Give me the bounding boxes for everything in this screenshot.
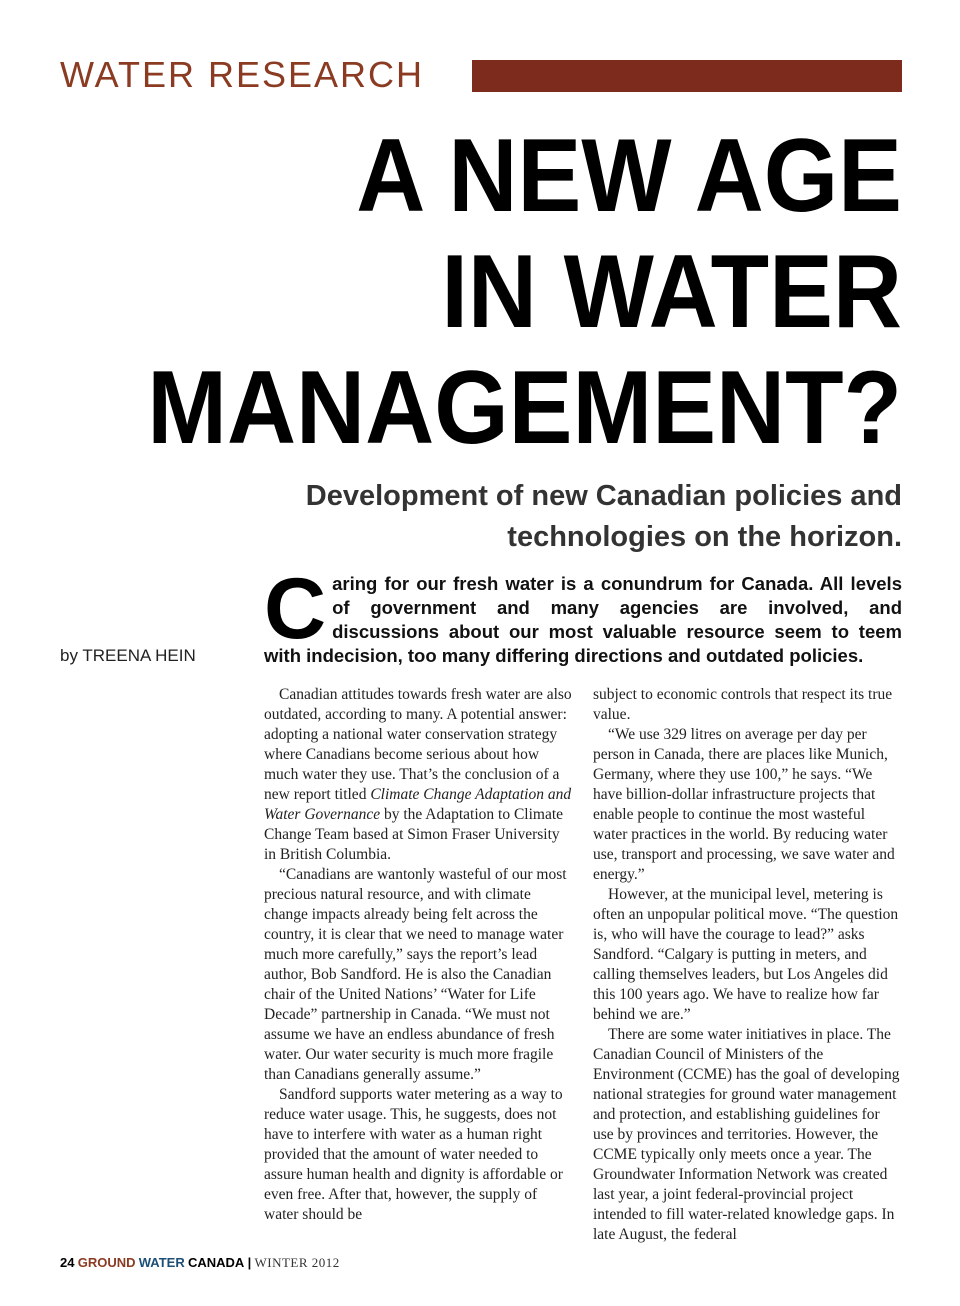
page-footer: [60, 1255, 340, 1271]
body-column-right: [593, 685, 903, 1245]
footer-separator: |: [247, 1255, 252, 1270]
body-paragraph: “We use 329 litres on average per day per person in Canada, there are places like Munich, Germany, where they use 100,” he says. “We have billion-dollar infrastructure projects that enable people to continue the most wasteful water practices in the world. By reducing water use, transport and processing, we save water and energy.”: [593, 726, 895, 883]
headline-line: IN WATER: [441, 234, 902, 350]
publication-name-water: WATER: [138, 1255, 185, 1270]
subheadline: [182, 476, 902, 558]
body-paragraph: There are some water initiatives in place. The Canadian Council of Ministers of the Environment (CCME) has the goal of developing national strategies for ground water management and protection, and establishing guidelines for use by provinces and territories. However, the CCME typically only meets once a year. The Groundwater Information Network was created last year, a joint federal-provincial project intended to fill water-related knowledge gaps. In late August, the federal: [593, 1026, 900, 1243]
drop-cap: C: [264, 561, 327, 657]
issue-date: WINTER 2012: [254, 1255, 340, 1270]
publication-name-ground: GROUND: [77, 1255, 136, 1270]
headline: [111, 118, 902, 466]
lede-paragraph: [264, 561, 902, 668]
section-accent-bar: [472, 60, 902, 92]
byline: by TREENA HEIN: [60, 646, 196, 665]
section-label: WATER RESEARCH: [60, 54, 425, 95]
publication-name-canada: CANADA: [187, 1255, 245, 1270]
body-paragraph: “Canadians are wantonly wasteful of our most precious natural resource, and with climate change impacts already being felt across the country, it is clear that we need to manage water much more carefully,” says the report’s lead author, Bob Sandford. He is also the Canadian chair of the United Nations’ “Water for Life Decade” partnership in Canada. “We must not assume we have an endless abundance of fresh water. Our water security is much more fragile than Canadians generally assume.”: [264, 866, 567, 1083]
body-paragraph: However, at the municipal level, metering is often an unpopular political move. “The question is, who will have the courage to lead?” asks Sandford. “Calgary is putting in meters, and calling themselves leaders, but Los Angeles did this 100 years ago. We have to realize how far behind we are.”: [593, 886, 899, 1023]
headline-line: MANAGEMENT?: [147, 350, 902, 466]
body-paragraph: Canadian attitudes towards fresh water are also outdated, according to many. A potential answer: adopting a national water conservation strategy where Canadians become serious about how much water they use. That’s the conclusion of a new report titled Climate Change Adaptation and Water Governance by the Adaptation to Climate Change Team based at Simon Fraser University in British Columbia.: [264, 686, 572, 863]
lede-text: aring for our fresh water is a conundrum for Canada. All levels of government and many agencies are involved, and discussions about our most valuable resource seem to teem with indecision, too many differing directions and outdated policies.: [264, 573, 902, 666]
headline-line: A NEW AGE: [356, 118, 903, 234]
body-paragraph: subject to economic controls that respect its true value.: [593, 686, 893, 723]
body-column-left: [264, 685, 574, 1225]
subheadline-line: Development of new Canadian policies and: [305, 480, 902, 512]
body-paragraph: Sandford supports water metering as a way to reduce water usage. This, he suggests, does not have to interfere with water as a human right provided that the amount of water needed to assure human health and dignity is affordable or even free. After that, however, the supply of water should be: [264, 1086, 563, 1223]
subheadline-line: technologies on the horizon.: [507, 521, 902, 553]
report-title: Climate Change Adaptation and Water Governance: [264, 786, 572, 823]
page-number: 24: [60, 1255, 75, 1270]
